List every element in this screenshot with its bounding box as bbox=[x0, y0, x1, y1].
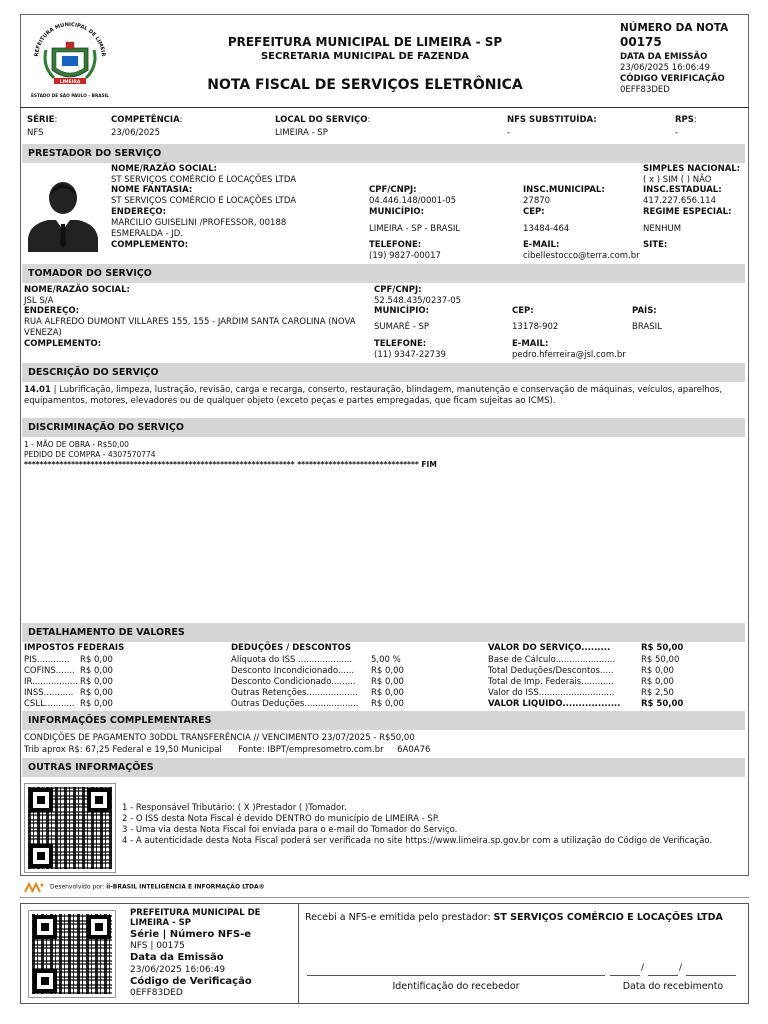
developer-logo-icon bbox=[24, 881, 44, 893]
deducao-nome: Desconto Incondicionado...... bbox=[231, 666, 355, 676]
prestador-nome-label: NOME/RAZÃO SOCIAL: bbox=[111, 164, 217, 174]
crest-ring-text: REFEITURA MUNICIPAL DE LIMEIR bbox=[33, 21, 107, 57]
prestador-regime-label: REGIME ESPECIAL: bbox=[643, 207, 732, 217]
competencia-value: 23/06/2025 bbox=[111, 128, 160, 138]
prestador-im-label: INSC.MUNICIPAL: bbox=[523, 185, 605, 195]
serie-label: SÉRIE bbox=[27, 115, 55, 125]
tomador-endereco-label: ENDEREÇO: bbox=[24, 306, 79, 316]
tomador-nome-value: JSL S/A bbox=[24, 296, 54, 306]
crest-banner-text: LIMEIRA bbox=[59, 79, 81, 85]
resumo-row bbox=[488, 666, 738, 677]
tomador-email-value[interactable]: pedro.hferreira@jsl.com.br bbox=[512, 350, 626, 360]
prestador-fantasia-label: NOME FANTASIA: bbox=[111, 185, 193, 195]
rps-value: - bbox=[675, 128, 679, 138]
receipt-codigo-label: Código de Verificação bbox=[130, 976, 252, 987]
descricao-texto: | Lubrificação, limpeza, lustração, revisão, carga e recarga, conserto, restauração, blindagem, manutenção e conservação de máquinas, veículos, aparelhos, bbox=[50, 385, 723, 395]
prestador-site-label: SITE: bbox=[643, 240, 668, 250]
local-colon: : bbox=[367, 115, 371, 125]
tomador-cep-value: 13178-902 bbox=[512, 322, 559, 332]
valor-servico-value: R$ 50,00 bbox=[641, 643, 684, 653]
receipt-statement bbox=[305, 912, 723, 923]
deducao-nome: Desconto Condicionado......... bbox=[231, 677, 356, 687]
discriminacao-line3: ********************************************************************* ******************************* FIM bbox=[24, 460, 437, 469]
imposto-row bbox=[24, 666, 224, 677]
prestador-complemento-label: COMPLEMENTO: bbox=[111, 240, 189, 250]
deducao-row bbox=[231, 688, 451, 699]
resumo-valor: R$ 2,50 bbox=[641, 688, 674, 698]
crest-icon bbox=[24, 18, 116, 100]
tomador-cpf-label: CPF/CNPJ: bbox=[374, 285, 422, 295]
page-title: NOTA FISCAL DE SERVIÇOS ELETRÔNICA bbox=[207, 77, 523, 93]
valor-liquido-value: R$ 50,00 bbox=[641, 699, 684, 709]
outras-item: 4 - A autenticidade desta Nota Fiscal poderá ser verificada no site https://www.limeira.sp.gov.br com a utilização do Código de Verificação. bbox=[122, 836, 713, 846]
prestador-email-value[interactable]: cibellestocco@terra.com.br bbox=[523, 251, 640, 261]
rps-field bbox=[675, 115, 697, 125]
receipt-divider bbox=[298, 903, 299, 1004]
prestador-cep-value: 13484-464 bbox=[523, 224, 570, 234]
prestador-section-header: PRESTADOR DO SERVIÇO bbox=[22, 144, 745, 163]
prestador-telefone-value: (19) 9827-00017 bbox=[369, 251, 441, 261]
complementares-line1: CONDIÇÕES DE PAGAMENTO 30DDL TRANSFERÊNCIA // VENCIMENTO 23/07/2025 - R$50,00 bbox=[24, 733, 415, 743]
resumo-row bbox=[488, 688, 738, 699]
descricao-text-line2: equipamentos, motores, elevadores ou de qualquer objeto (exceto peças e partes empregadas, que ficam sujeitas ao ICMS). bbox=[24, 396, 556, 406]
emissao-label: DATA DA EMISSÃO bbox=[620, 52, 708, 62]
resumo-valor: R$ 0,00 bbox=[641, 666, 674, 676]
tomador-section-header: TOMADOR DO SERVIÇO bbox=[22, 264, 745, 283]
tomador-complemento-label: COMPLEMENTO: bbox=[24, 339, 102, 349]
tomador-nome-label: NOME/RAZÃO SOCIAL: bbox=[24, 285, 130, 295]
receipt-statement-name: ST SERVIÇOS COMÉRCIO E LOCAÇÕES LTDA bbox=[493, 912, 723, 923]
imposto-nome: INSS........... bbox=[24, 688, 74, 698]
descricao-section-header: DESCRIÇÃO DO SERVIÇO bbox=[22, 363, 745, 382]
data-recebimento-day-line[interactable] bbox=[610, 975, 640, 976]
deducao-row bbox=[231, 677, 451, 688]
receipt-emissao-label: Data da Emissão bbox=[130, 952, 224, 963]
header-secretaria: SECRETARIA MUNICIPAL DE FAZENDA bbox=[260, 51, 470, 62]
resumo-nome: Valor do ISS............................ bbox=[488, 688, 615, 698]
outras-item: 2 - O ISS desta Nota Fiscal é devido DENTRO do município de LIMEIRA - SP. bbox=[122, 814, 440, 824]
imposto-valor: R$ 0,00 bbox=[80, 655, 113, 665]
valores-section-header: DETALHAMENTO DE VALORES bbox=[22, 623, 745, 642]
prestador-municipio-label: MUNICÍPIO: bbox=[369, 207, 425, 217]
outras-item: 3 - Uma via desta Nota Fiscal foi enviada para o e-mail do Tomador do Serviço. bbox=[122, 825, 458, 835]
prestador-avatar bbox=[26, 178, 100, 252]
competencia-label: COMPETÊNCIA bbox=[111, 115, 180, 125]
deducao-valor: R$ 0,00 bbox=[371, 677, 404, 687]
tomador-pais-label: PAÍS: bbox=[632, 306, 657, 316]
prestador-endereco-line1: MARCILIO GUISELINI /PROFESSOR, 00188 bbox=[111, 218, 287, 228]
prestador-regime-value: NENHUM bbox=[643, 224, 682, 234]
tomador-telefone-label: TELEFONE: bbox=[374, 339, 427, 349]
prestador-simples-value: ( x ) SIM ( ) NÃO bbox=[643, 175, 712, 185]
tomador-endereco-line2: VENEZA) bbox=[24, 328, 62, 338]
data-recebimento-label: Data do recebimento bbox=[622, 981, 724, 992]
resumo-nome: Total Deduções/Descontos..... bbox=[488, 666, 614, 676]
discriminacao-section-header: DISCRIMINAÇÃO DO SERVIÇO bbox=[22, 418, 745, 437]
codigo-label: CÓDIGO VERIFICAÇÃO bbox=[620, 74, 725, 84]
deducao-valor: R$ 0,00 bbox=[371, 688, 404, 698]
data-recebimento-year-line[interactable] bbox=[686, 975, 736, 976]
local-field bbox=[275, 115, 370, 125]
receipt-qr-code[interactable] bbox=[28, 910, 116, 998]
imposto-nome: COFINS....... bbox=[24, 666, 75, 676]
header-divider bbox=[20, 107, 749, 108]
valor-servico-label: VALOR DO SERVIÇO......... bbox=[488, 643, 611, 653]
outras-section-header: OUTRAS INFORMAÇÕES bbox=[22, 758, 745, 777]
valor-liquido-row bbox=[488, 699, 738, 710]
receipt-prefeitura: PREFEITURA MUNICIPAL DE LIMEIRA - SP bbox=[130, 908, 261, 928]
crest-state-text: ESTADO DE SÃO PAULO - BRASIL bbox=[30, 94, 110, 99]
deducoes-list bbox=[231, 655, 451, 710]
emissao-value: 23/06/2025 16:06:49 bbox=[620, 63, 710, 73]
serie-field bbox=[27, 115, 57, 125]
rps-label: RPS bbox=[675, 115, 694, 125]
deducao-nome: Outras Deduções.................... bbox=[231, 699, 359, 709]
deducao-valor: R$ 0,00 bbox=[371, 666, 404, 676]
prestador-endereco-line2: ESMERALDA - JD. bbox=[111, 229, 184, 239]
prestador-cep-label: CEP: bbox=[523, 207, 545, 217]
resumo-nome: Total de Imp. Federais............ bbox=[488, 677, 614, 687]
deducao-valor: 5,00 % bbox=[371, 655, 401, 665]
numero-value: 00175 bbox=[620, 35, 662, 49]
local-label: LOCAL DO SERVIÇO bbox=[275, 115, 368, 125]
imposto-valor: R$ 0,00 bbox=[80, 666, 113, 676]
valor-servico-row bbox=[488, 643, 738, 655]
tomador-cep-label: CEP: bbox=[512, 306, 534, 316]
resumo-list bbox=[488, 643, 738, 710]
municipal-crest bbox=[24, 18, 116, 100]
valor-liquido-label: VALOR LÍQUIDO.................. bbox=[488, 699, 621, 709]
prestador-cpf-label: CPF/CNPJ: bbox=[369, 185, 417, 195]
outras-list bbox=[122, 803, 712, 847]
deducao-row bbox=[231, 655, 451, 666]
complementares-line2: Trib aprox R$: 67,25 Federal e 19,50 Municipal Fonte: IBPT/empresometro.com.br 6A0A76 bbox=[24, 745, 431, 755]
resumo-valor: R$ 50,00 bbox=[641, 655, 680, 665]
codigo-value: 0EFF83DED bbox=[620, 85, 670, 95]
prestador-endereco-label: ENDEREÇO: bbox=[111, 207, 166, 217]
deducao-valor: R$ 0,00 bbox=[371, 699, 404, 709]
resumo-row bbox=[488, 655, 738, 666]
imposto-row bbox=[24, 655, 224, 666]
tomador-endereco-line1: RUA ALFREDO DUMONT VILLARES 155, 155 - JARDIM SANTA CAROLINA (NOVA bbox=[24, 317, 356, 327]
rps-colon: : bbox=[693, 115, 697, 125]
prestador-ie-value: 417.227.656.114 bbox=[643, 196, 717, 206]
imposto-row bbox=[24, 677, 224, 688]
cut-line bbox=[20, 897, 749, 898]
imposto-valor: R$ 0,00 bbox=[80, 677, 113, 687]
competencia-field bbox=[111, 115, 183, 125]
qr-code[interactable] bbox=[24, 783, 116, 873]
receipt-serie-label: Série | Número NFS-e bbox=[130, 929, 252, 940]
receipt-serie-value: NFS | 00175 bbox=[130, 941, 185, 951]
discriminacao-line2: PEDIDO DE COMPRA - 4307570774 bbox=[24, 450, 156, 459]
deducao-row bbox=[231, 666, 451, 677]
prestador-ie-label: INSC.ESTADUAL: bbox=[643, 185, 722, 195]
prestador-telefone-label: TELEFONE: bbox=[369, 240, 422, 250]
tomador-municipio-value: SUMARÉ - SP bbox=[374, 322, 430, 332]
local-value: LIMEIRA - SP bbox=[275, 128, 328, 138]
serie-value: NFS bbox=[27, 128, 44, 138]
substituida-label: NFS SUBSTITUÍDA: bbox=[507, 115, 597, 125]
tomador-telefone-value: (11) 9347-22739 bbox=[374, 350, 446, 360]
impostos-federais-label: IMPOSTOS FEDERAIS bbox=[24, 643, 125, 653]
header-prefeitura: PREFEITURA MUNICIPAL DE LIMEIRA - SP bbox=[227, 35, 503, 49]
receipt-statement-prefix: Recebi a NFS-e emitida pelo prestador: bbox=[305, 912, 494, 923]
imposto-row bbox=[24, 688, 224, 699]
resumo-nome: Base de Cálculo...................... bbox=[488, 655, 616, 665]
deducoes-label: DEDUÇÕES / DESCONTOS bbox=[231, 643, 351, 653]
prestador-simples-label: SIMPLES NACIONAL: bbox=[643, 164, 741, 174]
date-slash: / bbox=[641, 963, 645, 973]
developer-credit bbox=[24, 881, 265, 893]
numero-label: NÚMERO DA NOTA bbox=[620, 22, 729, 34]
imposto-valor: R$ 0,00 bbox=[80, 688, 113, 698]
receipt-codigo-value: 0EFF83DED bbox=[130, 988, 183, 998]
data-recebimento-month-line[interactable] bbox=[648, 975, 678, 976]
prestador-email-label: E-MAIL: bbox=[523, 240, 560, 250]
discriminacao-line1: 1 - MÃO DE OBRA - R$50,00 bbox=[24, 440, 129, 449]
developer-company: ii-BRASIL INTELIGÊNCIA E INFORMAÇÃO LTDA® bbox=[106, 883, 265, 891]
resumo-row bbox=[488, 677, 738, 688]
substituida-value: - bbox=[507, 128, 511, 138]
prestador-nome-value: ST SERVIÇOS COMÉRCIO E LOCAÇÕES LTDA bbox=[111, 175, 297, 185]
impostos-list bbox=[24, 655, 224, 710]
prestador-municipio-value: LIMEIRA - SP - BRASIL bbox=[369, 224, 461, 234]
prestador-cpf-value: 04.446.148/0001-05 bbox=[369, 196, 457, 206]
imposto-nome: PIS............ bbox=[24, 655, 70, 665]
recebedor-signature-line[interactable] bbox=[307, 975, 605, 976]
descricao-text-line1 bbox=[24, 385, 746, 395]
date-slash: / bbox=[679, 963, 683, 973]
receipt-emissao-value: 23/06/2025 16:06:49 bbox=[130, 965, 226, 975]
prestador-fantasia-value: ST SERVIÇOS COMÉRCIO E LOCAÇÕES LTDA bbox=[111, 196, 297, 206]
complementares-section-header: INFORMAÇÕES COMPLEMENTARES bbox=[22, 711, 745, 730]
outras-item: 1 - Responsável Tributário: ( X )Prestador ( )Tomador. bbox=[122, 803, 347, 813]
imposto-nome: CSLL........... bbox=[24, 699, 75, 709]
imposto-valor: R$ 0,00 bbox=[80, 699, 113, 709]
prestador-im-value: 27870 bbox=[523, 196, 551, 206]
tomador-cpf-value: 52.548.435/0237-05 bbox=[374, 296, 462, 306]
imposto-row bbox=[24, 699, 224, 710]
resumo-valor: R$ 0,00 bbox=[641, 677, 674, 687]
developer-prefix: Desenvolvido por: bbox=[50, 883, 107, 891]
tomador-email-label: E-MAIL: bbox=[512, 339, 549, 349]
identificacao-label: Identificação do recebedor bbox=[392, 981, 520, 992]
person-icon bbox=[26, 178, 100, 252]
tomador-municipio-label: MUNICÍPIO: bbox=[374, 306, 430, 316]
competencia-colon: : bbox=[179, 115, 183, 125]
deducao-nome: Alíquota do ISS .................... bbox=[231, 655, 353, 665]
imposto-nome: IR................. bbox=[24, 677, 79, 687]
tomador-pais-value: BRASIL bbox=[632, 322, 662, 332]
descricao-codigo: 14.01 bbox=[24, 385, 51, 395]
deducao-row bbox=[231, 699, 451, 710]
deducao-nome: Outras Retenções................... bbox=[231, 688, 358, 698]
serie-colon: : bbox=[54, 115, 58, 125]
